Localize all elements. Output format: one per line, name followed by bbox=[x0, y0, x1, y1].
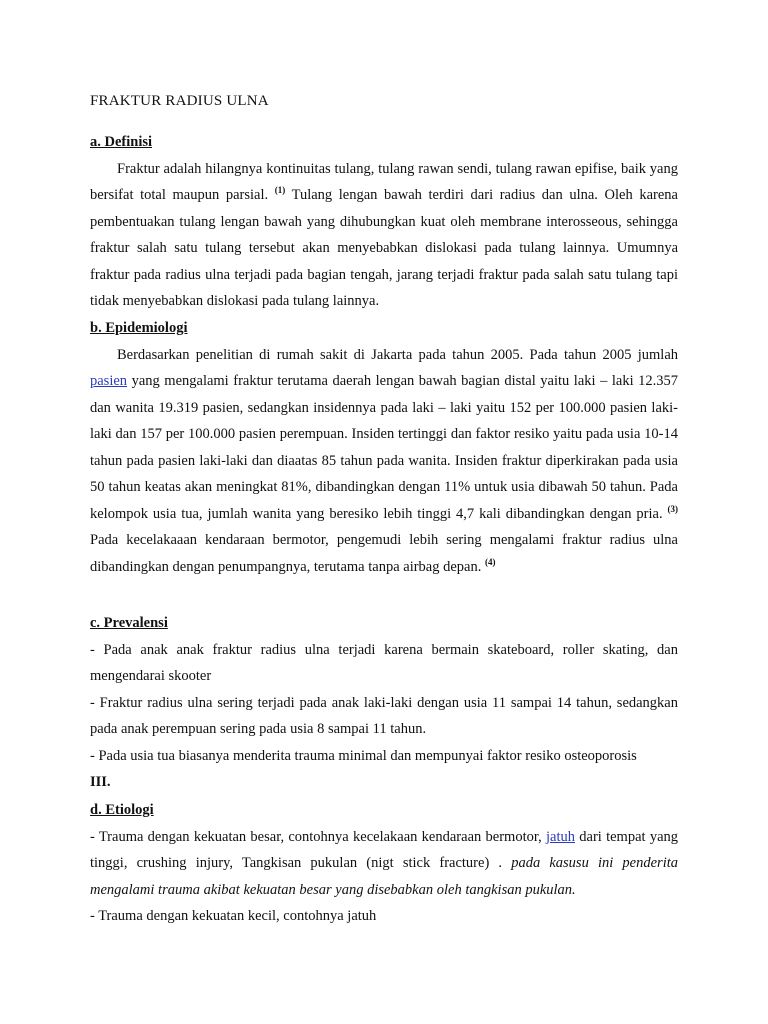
section-prevalensi bbox=[90, 610, 678, 796]
link-jatuh[interactable]: jatuh bbox=[546, 828, 575, 845]
prevalensi-item-3: - Pada usia tua biasanya menderita trauma minimal dan mempunyai faktor resiko osteoporosis bbox=[90, 747, 637, 764]
definisi-text-1: Fraktur adalah hilangnya kontinuitas tulang, tulang rawan sendi, tulang rawan epifise, baik yang bersifat total maupun parsial. bbox=[90, 160, 678, 203]
link-pasien[interactable]: pasien bbox=[90, 373, 128, 389]
epidemiologi-text-3: Pada kecelakaaan kendaraan bermotor, pengemudi lebih sering mengalami fraktur radius ulna dibandingkan dengan penumpangnya, terutama tanpa airbag depan. bbox=[90, 532, 678, 575]
definisi-paragraph bbox=[90, 156, 678, 315]
section-etiologi bbox=[90, 797, 678, 930]
section-epidemiologi bbox=[90, 315, 678, 580]
reference-3: (3) bbox=[667, 503, 678, 514]
epidemiologi-text-2: yang mengalami fraktur terutama daerah lengan bawah bagian distal yaitu laki – laki 12.357 dan wanita 19.319 pasien, sedangkan insidennya pada laki – laki yaitu 152 per 100.000 pasien laki-laki dan 157 per 100.000 pasien perempuan. Insiden tertinggi dan faktor resiko yaitu pada usia 10-14 tahun pada pasien laki-laki dan diaatas 85 tahun pada wanita. Insiden fraktur diperkirakan pada usia 50 tahun keatas akan meningkat 81%, dibandingkan dengan 11% untuk usia dibawah 50 tahun. Pada kelompok usia tua, jumlah wanita yang beresiko lebih tinggi 4,7 kali dibandingkan dengan pria. bbox=[90, 373, 679, 522]
etiologi-text-2: dari tempat yang tinggi, crushing injury, Tangkisan pukulan (nigt stick fracture) . bbox=[90, 828, 679, 871]
page-title: FRAKTUR RADIUS ULNA bbox=[90, 93, 269, 109]
reference-1: (1) bbox=[274, 185, 286, 195]
prevalensi-item-3-tail: III. bbox=[90, 774, 111, 790]
etiologi-italic-note: pada kasusu ini penderita mengalami trauma akibat kekuatan besar yang disebabkan oleh tangkisan pukulan. bbox=[90, 855, 678, 898]
definisi-text-2: Tulang lengan bawah terdiri dari radius dan ulna. Oleh karena pembentuakan tulang lengan bawah yang dihubungkan kuat oleh membrane interosseous, sehingga fraktur salah satu tulang tersebut akan menyebabkan dislokasi pada tulang lainnya. Umumnya fraktur pada radius ulna terjadi pada bagian tengah, jarang terjadi fraktur pada salah satu tulang tapi tidak menyebabkan dislokasi pada tulang lainnya. bbox=[90, 187, 678, 309]
section-definisi bbox=[90, 129, 678, 315]
reference-4: (4) bbox=[484, 556, 496, 567]
prevalensi-item-1: - Pada anak anak fraktur radius ulna terjadi karena bermain skateboard, roller skating, dan mengendarai skooter bbox=[90, 641, 678, 684]
section-heading-epidemiologi: b. Epidemiologi bbox=[90, 320, 188, 336]
etiologi-item-1 bbox=[90, 824, 678, 904]
epidemiologi-paragraph bbox=[90, 342, 678, 581]
etiologi-item-2: - Trauma dengan kekuatan kecil, contohnya jatuh bbox=[90, 908, 377, 924]
prevalensi-item-2: - Fraktur radius ulna sering terjadi pada anak laki-laki dengan usia 11 sampai 14 tahun, sedangkan pada anak perempuan sering pada usia 8 sampai 11 tahun. bbox=[90, 694, 678, 737]
etiologi-text-1: - Trauma dengan kekuatan besar, contohnya kecelakaan kendaraan bermotor, bbox=[90, 828, 542, 845]
epidemiologi-text-1: Berdasarkan penelitian di rumah sakit di Jakarta pada tahun 2005. Pada tahun 2005 jumlah bbox=[117, 346, 678, 363]
section-heading-definisi: a. Definisi bbox=[90, 134, 153, 150]
section-heading-etiologi: d. Etiologi bbox=[90, 802, 154, 818]
section-heading-prevalensi: c. Prevalensi bbox=[90, 615, 168, 631]
